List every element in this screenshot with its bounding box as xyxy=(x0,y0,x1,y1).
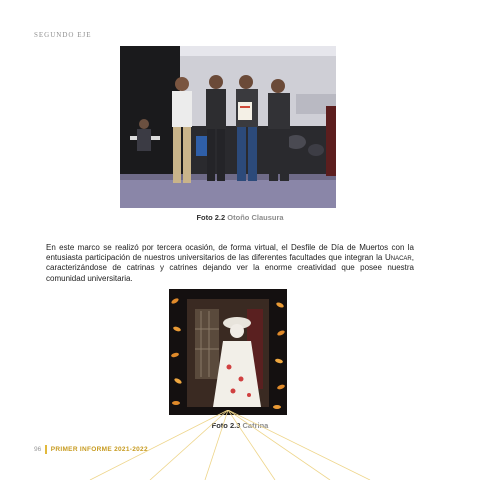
body-paragraph xyxy=(46,243,414,284)
section-header: SEGUNDO EJE xyxy=(34,31,92,39)
caption-number: Foto 2.2 xyxy=(196,213,226,222)
photo-otono-clausura xyxy=(120,46,336,208)
report-title: PRIMER INFORME 2021-2022 xyxy=(50,445,148,453)
page-number: 96 xyxy=(34,445,42,453)
caption-title: Catrina xyxy=(242,421,269,430)
page-footer xyxy=(34,444,148,454)
body-text-end: , caracterizándose de catrinas y catrines dejando ver la enorme creatividad que posee nuestra comunidad universitaria. xyxy=(46,253,414,283)
caption-number: Foto 2.3 xyxy=(211,421,241,430)
caption-foto-2-2 xyxy=(0,213,480,222)
photo-catrina xyxy=(169,289,287,415)
body-text-start: En este marco se realizó por tercera ocasión, de forma virtual, el Desfile de Día de Muertos con la entusiasta participación de nuestros universitarios de las diferentes facultades que integran la xyxy=(46,243,414,263)
caption-title: Otoño Clausura xyxy=(227,213,284,222)
footer-divider xyxy=(45,445,47,454)
institution-name: Unacar xyxy=(384,253,412,263)
